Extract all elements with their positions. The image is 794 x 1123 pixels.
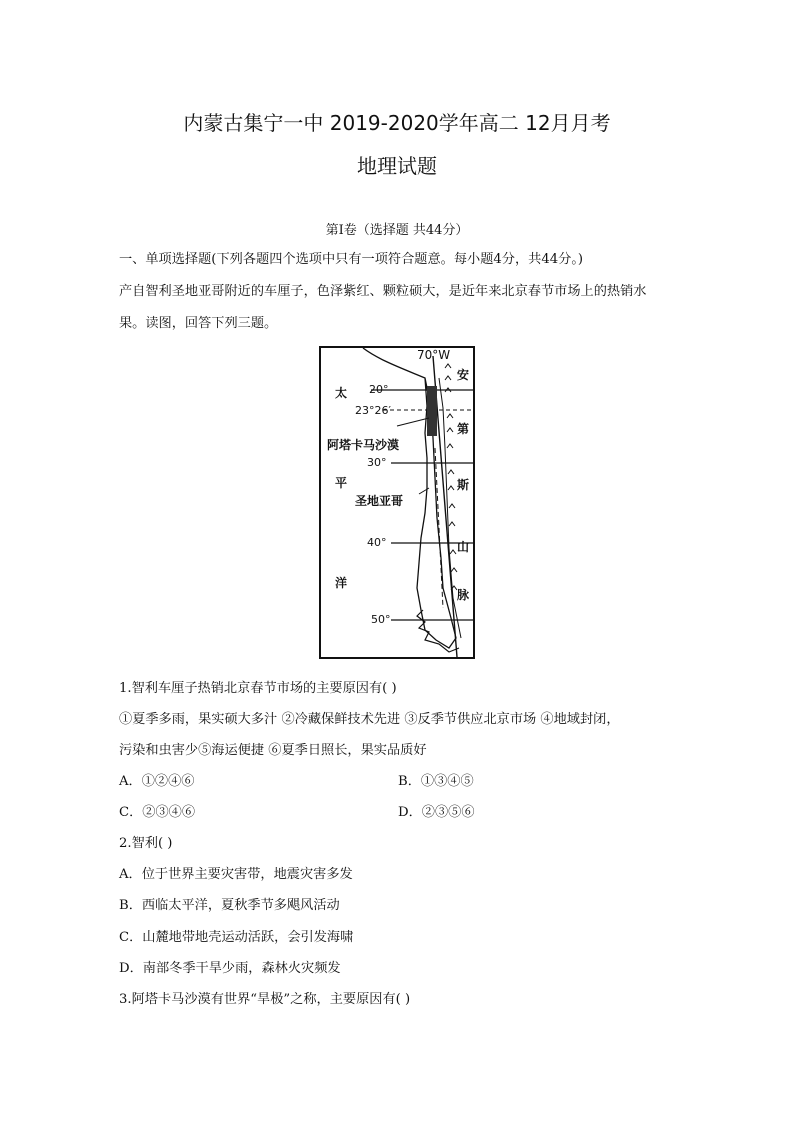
southern-islands xyxy=(417,610,459,652)
q1-options-line-1: ①夏季多雨，果实硕大多汁 ②冷藏保鲜技术先进 ③反季节供应北京市场 ④地域封闭， xyxy=(119,712,620,727)
lat-20-label: 20° xyxy=(369,383,389,396)
exam-subtitle: 地理试题 xyxy=(357,154,437,178)
lat-40-label: 40° xyxy=(367,536,387,549)
ocean-label-1: 太 xyxy=(335,386,348,400)
andes-label-3: 斯 xyxy=(457,478,470,492)
q1-option-a: A．①②④⑥ xyxy=(119,774,195,789)
desert-shading xyxy=(427,386,437,436)
ocean-label-2: 平 xyxy=(335,476,348,490)
q2-stem: 2.智利( ) xyxy=(119,836,173,851)
section-instruction: 一、单项选择题(下列各题四个选项中只有一项符合题意。每小题4分，共44分。) xyxy=(119,252,584,267)
q1-option-d: D．②③⑤⑥ xyxy=(398,805,475,820)
q2-option-d: D．南部冬季干旱少雨，森林火灾频发 xyxy=(119,961,341,976)
q3-stem: 3.阿塔卡马沙漠有世界“旱极”之称，主要原因有( ) xyxy=(119,992,411,1007)
andes-label-2: 第 xyxy=(457,422,470,436)
q2-option-c: C．山麓地带地壳运动活跃，会引发海啸 xyxy=(119,930,354,945)
q2-option-a: A．位于世界主要灾害带，地震灾害多发 xyxy=(119,867,353,882)
q2-option-b: B．西临太平洋，夏秋季节多飓风活动 xyxy=(119,898,340,913)
chile-map xyxy=(319,346,475,659)
lat-50-label: 50° xyxy=(371,613,391,626)
lat-30-label: 30° xyxy=(367,456,387,469)
meridian-label: 70°W xyxy=(417,348,451,362)
mountain-symbols xyxy=(445,364,457,590)
desert-label: 阿塔卡马沙漠 xyxy=(327,438,400,452)
q1-option-b: B．①③④⑤ xyxy=(398,774,474,789)
desert-pointer xyxy=(397,418,429,426)
intro-line-2: 果。读图，回答下列三题。 xyxy=(119,316,278,331)
andes-label-1: 安 xyxy=(457,368,470,382)
exam-title: 内蒙古集宁一中 2019-2020学年高二 12月月考 xyxy=(183,111,611,135)
q1-options-line-2: 污染和虫害少⑤海运便捷 ⑥夏季日照长，果实品质好 xyxy=(119,743,427,758)
ocean-label-3: 洋 xyxy=(335,576,348,590)
q1-option-c: C．②③④⑥ xyxy=(119,805,196,820)
andes-label-4: 山 xyxy=(457,540,470,554)
volume-heading: 第Ⅰ卷（选择题 共44分） xyxy=(325,223,469,238)
andes-label-5: 脉 xyxy=(457,588,470,602)
intro-line-1: 产自智利圣地亚哥附近的车厘子，色泽紫红、颗粒硕大，是近年来北京春节市场上的热销水 xyxy=(119,284,647,299)
lat-2326-label: 23°26′ xyxy=(355,404,391,417)
city-pointer xyxy=(419,488,429,494)
q1-stem: 1.智利车厘子热销北京春节市场的主要原因有( ) xyxy=(119,681,397,696)
city-label: 圣地亚哥 xyxy=(355,494,404,508)
